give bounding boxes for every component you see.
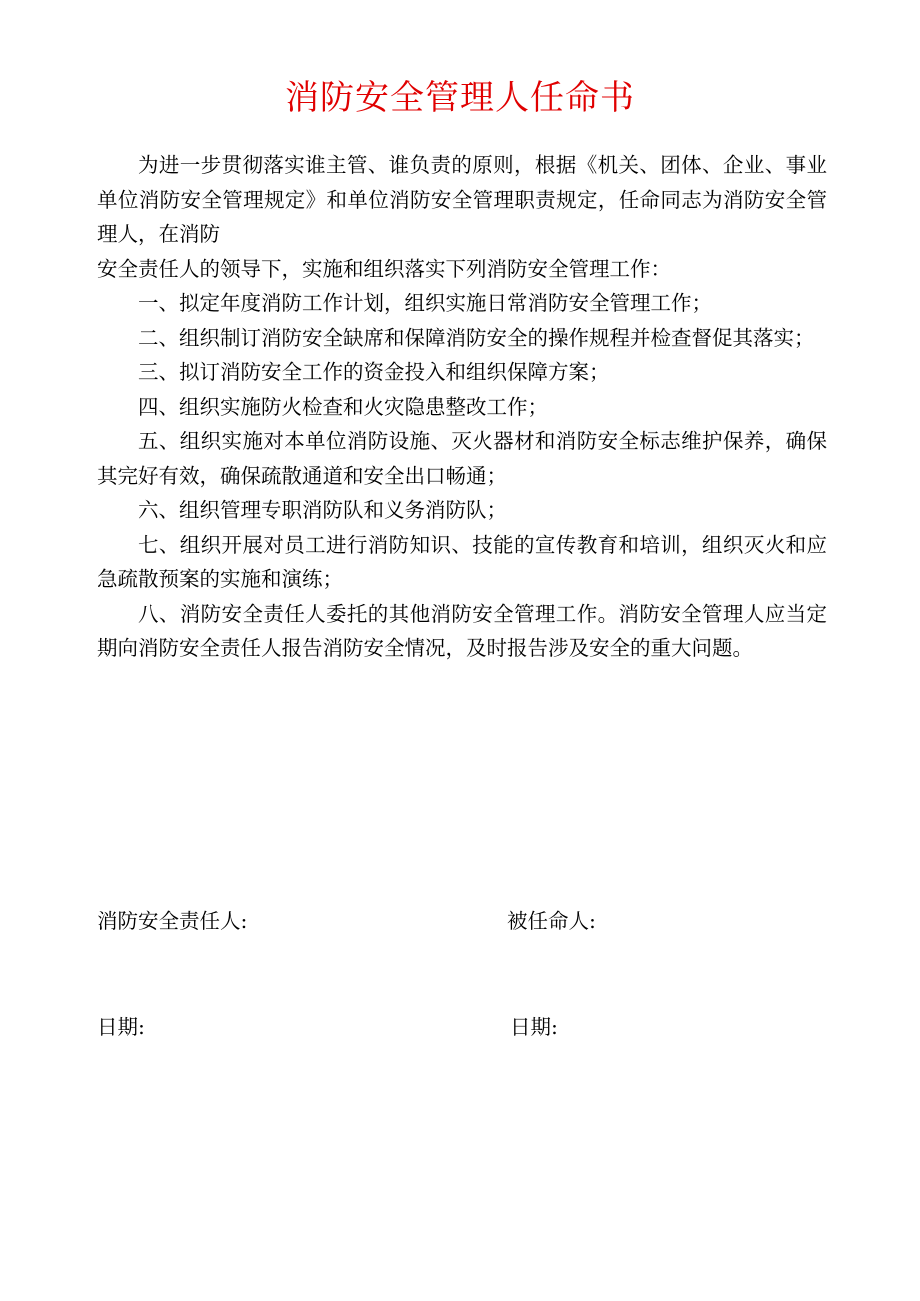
responsible-person-label: 消防安全责任人: bbox=[97, 909, 248, 933]
paragraph-item-8: 八、消防安全责任人委托的其他消防安全管理工作。消防安全管理人应当定期向消防安全责任人报告消防安全情况，及时报告涉及安全的重大问题。 bbox=[97, 601, 827, 660]
date-right-label: 日期: bbox=[510, 1015, 558, 1039]
paragraph-item-4: 四、组织实施防火检查和火灾隐患整改工作； bbox=[138, 394, 548, 419]
document-title: 消防安全管理人任命书 bbox=[285, 78, 635, 118]
paragraph-intro-continued: 安全责任人的领导下，实施和组织落实下列消防安全管理工作： bbox=[97, 256, 671, 281]
paragraph-item-3: 三、拟订消防安全工作的资金投入和组织保障方案； bbox=[138, 360, 610, 384]
paragraph-item-7: 七、组织开展对员工进行消防知识、技能的宣传教育和培训，组织灭火和应急疏散预案的实施和演练； bbox=[97, 532, 827, 591]
appointee-label: 被任命人: bbox=[507, 909, 596, 933]
date-left-label: 日期: bbox=[97, 1015, 145, 1039]
paragraph-item-1: 一、拟定年度消防工作计划，组织实施日常消防安全管理工作； bbox=[138, 291, 712, 315]
paragraph-intro: 为进一步贯彻落实谁主管、谁负责的原则，根据《机关、团体、企业、事业单位消防安全管理规定》和单位消防安全管理职责规定，任命同志为消防安全管理人，在消防 bbox=[97, 153, 827, 246]
paragraph-item-6: 六、组织管理专职消防队和义务消防队； bbox=[138, 498, 507, 522]
paragraph-item-5: 五、组织实施对本单位消防设施、灭火器材和消防安全标志维护保养，确保其完好有效，确保疏散通道和安全出口畅通； bbox=[97, 429, 827, 488]
document-body bbox=[97, 148, 827, 666]
paragraph-item-2: 二、组织制订消防安全缺席和保障消防安全的操作规程并检查督促其落实； bbox=[138, 325, 815, 350]
